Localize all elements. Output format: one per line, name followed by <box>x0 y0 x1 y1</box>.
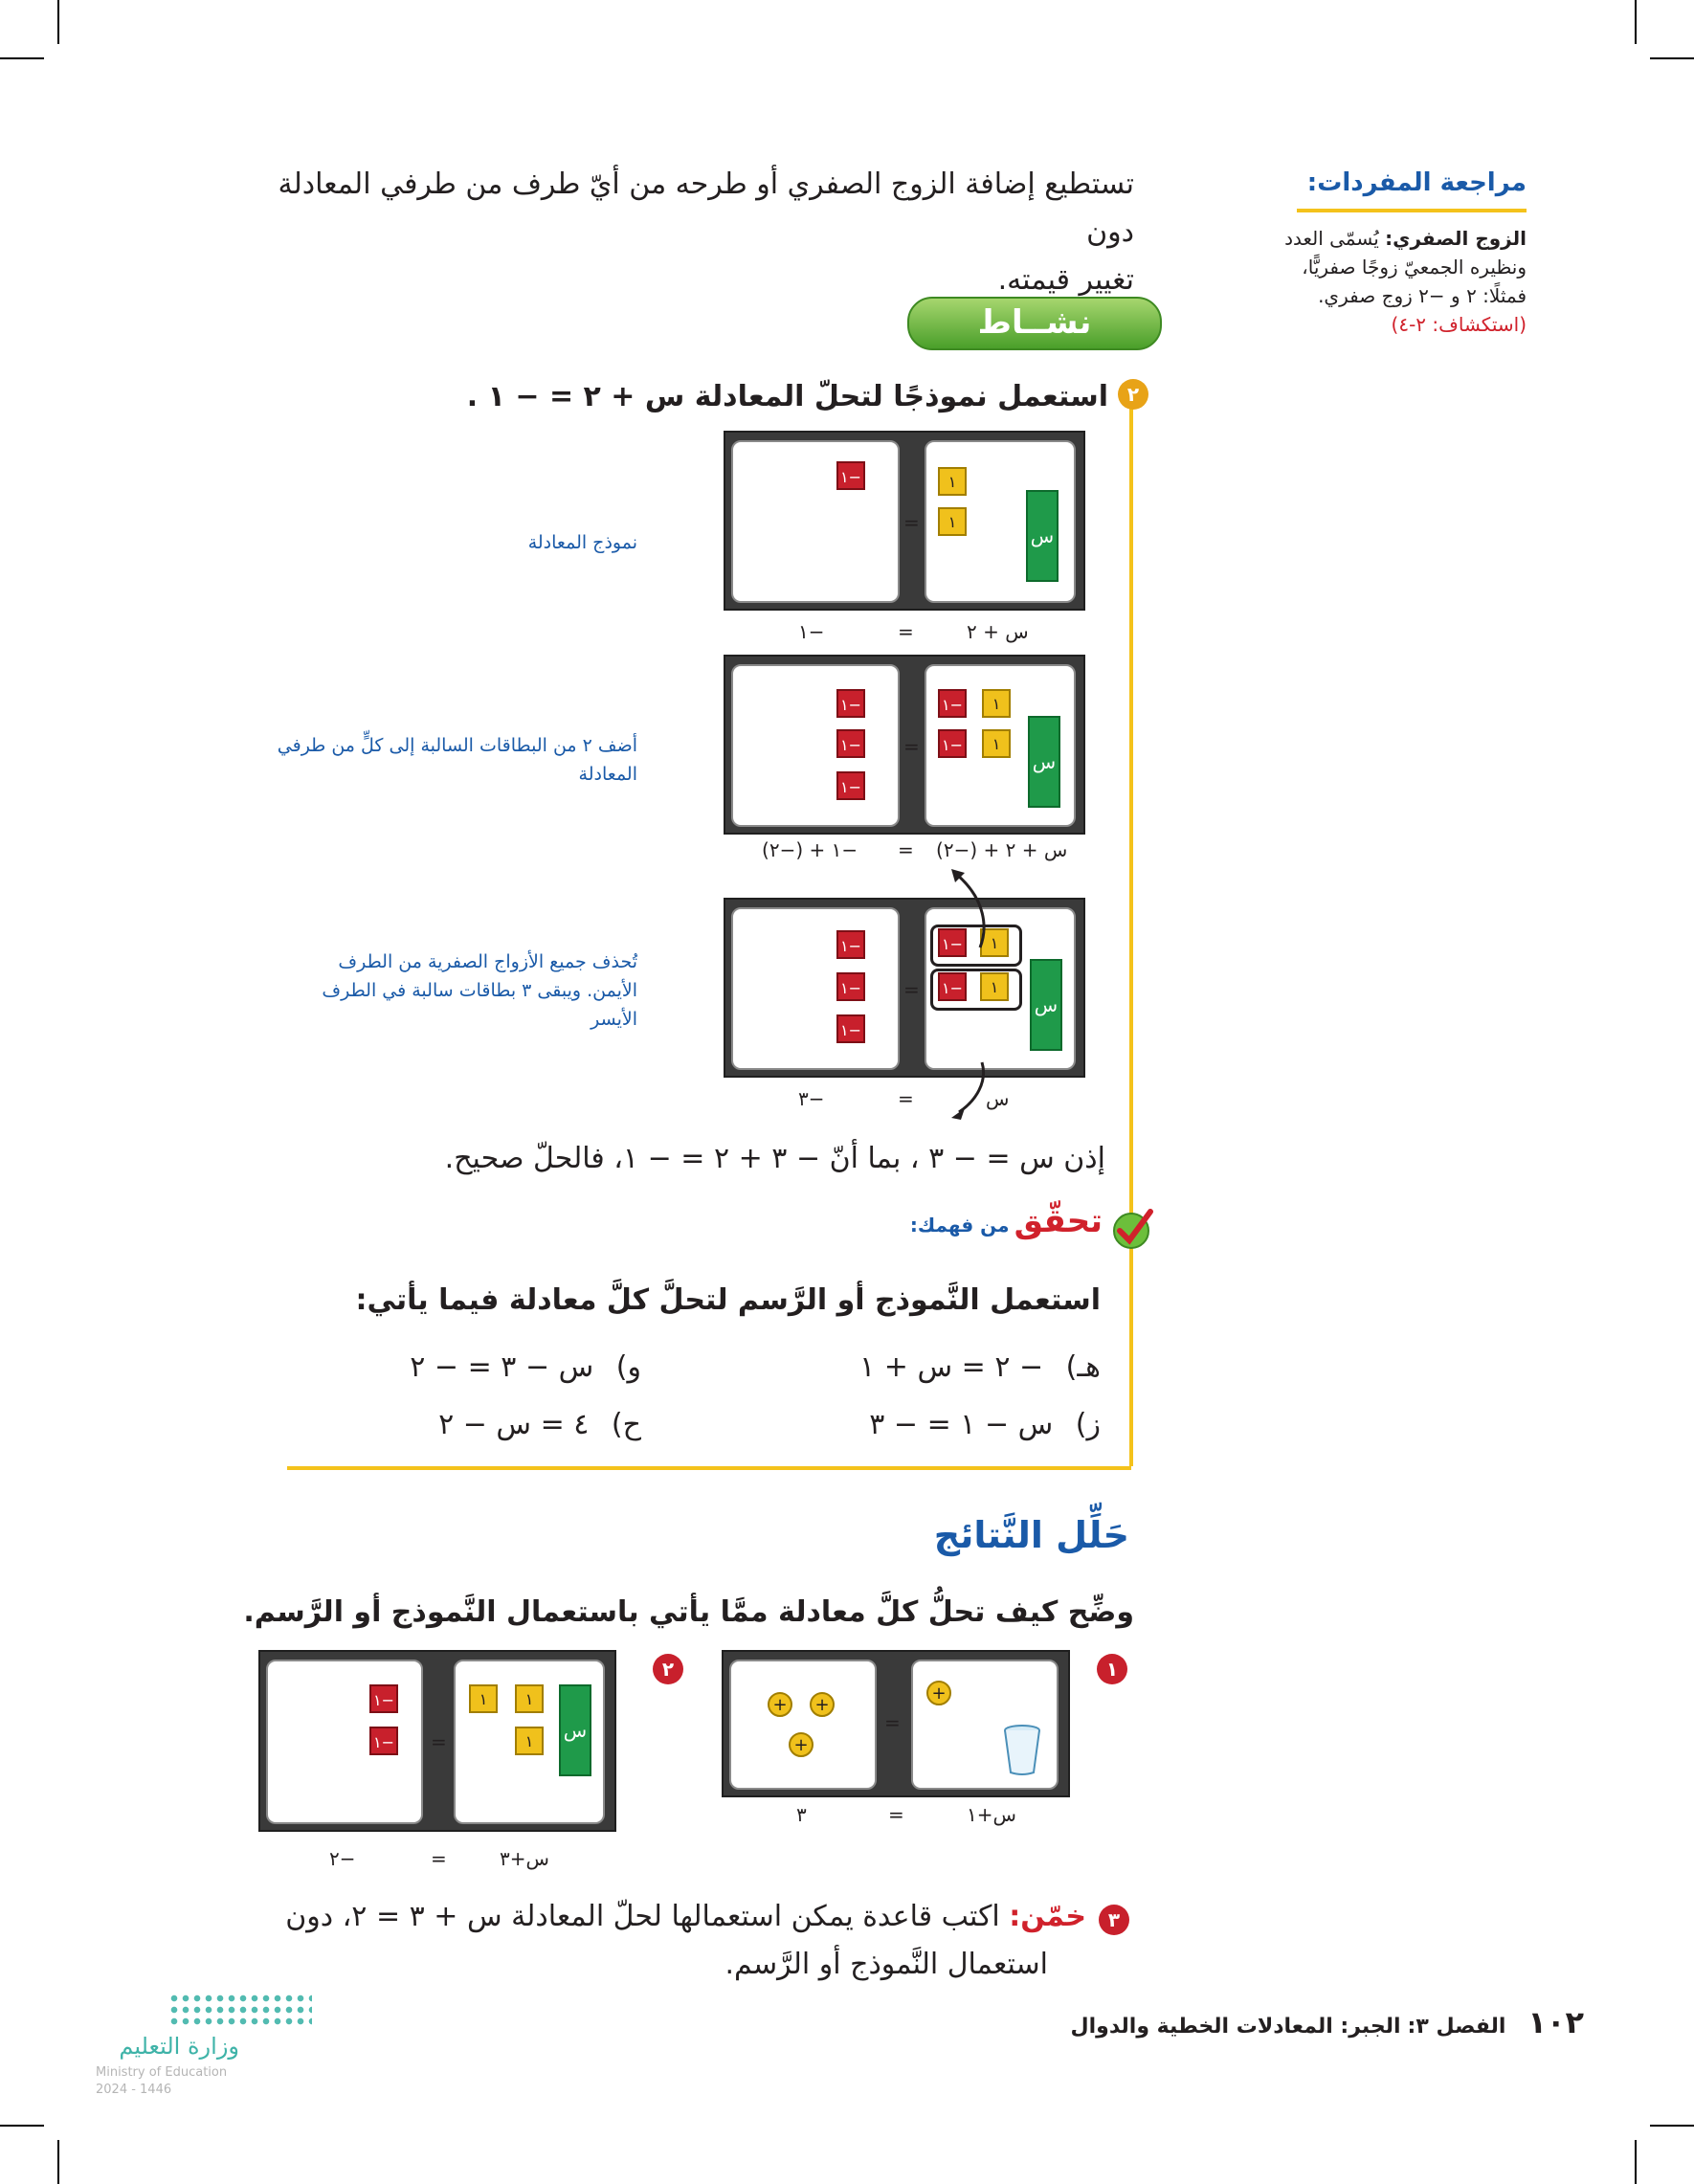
negative-one-tile: ١− <box>938 729 967 758</box>
crop-mark <box>0 57 44 59</box>
step-number: ٢ <box>1118 379 1148 410</box>
mat-caption-left: ٣ <box>796 1803 807 1826</box>
intro-line: تغيير قيمته. <box>997 263 1134 297</box>
mat-caption-right: س+١ <box>967 1803 1016 1826</box>
ministry-name-en: Ministry of Education <box>96 2065 228 2080</box>
negative-one-tile: ١− <box>938 689 967 718</box>
step-label-line: تُحذف جميع الأزواج الصفرية من الطرف <box>338 951 637 972</box>
mat-caption-right: س + ٢ <box>967 620 1029 643</box>
mat-left-side <box>731 440 900 603</box>
exercise-item <box>354 1344 641 1392</box>
check-heading <box>720 1202 1103 1240</box>
exercise-item <box>814 1344 1101 1392</box>
negative-one-tile: ١− <box>836 461 865 490</box>
chapter-label: الفصل ٣: <box>1407 2015 1506 2039</box>
exercise-label: ز) <box>1075 1408 1101 1441</box>
conclusion-text: إذن س = − ٣ ، بما أنّ − ٣ + ٢ = − ١، فالحلّ صحيح. <box>444 1142 1105 1175</box>
mat-left-side <box>266 1660 423 1824</box>
plus-counter: + <box>768 1692 792 1717</box>
step-label <box>255 731 637 789</box>
x-tile: س <box>1030 959 1062 1051</box>
mat-caption-eq: = <box>898 1087 914 1110</box>
equals-sign: = <box>903 511 920 534</box>
positive-one-tile: ١ <box>982 689 1011 718</box>
activity-prompt: استعمل نموذجًا لتحلّ المعادلة س + ٢ = − ١ . <box>466 380 1108 413</box>
negative-one-tile: ١− <box>836 1014 865 1043</box>
ministry-year: 2024 - 1446 <box>96 2083 172 2097</box>
vocab-ref: (استكشاف: ٢-٤) <box>1391 313 1527 336</box>
step-label-line: أضف ٢ من البطاقات السالبة إلى كلٍّ من طرفي <box>277 735 637 756</box>
exercise-item <box>354 1401 641 1449</box>
equation-mat-1 <box>724 431 1085 611</box>
equals-sign: = <box>884 1711 901 1734</box>
vocab-term: الزوج الصفري: <box>1385 227 1527 250</box>
intro-paragraph <box>273 161 1134 304</box>
crop-mark <box>57 2140 59 2184</box>
exercise-item <box>814 1401 1101 1449</box>
conjecture-label: خمّن: <box>1009 1900 1086 1933</box>
plus-counter: + <box>810 1692 835 1717</box>
mat-caption-eq: = <box>898 620 914 643</box>
page-footer <box>914 2004 1584 2040</box>
vocab-def-line: ونظيره الجمعيّ زوجًا صفريًّا، <box>1302 256 1527 279</box>
mat-caption-right: س <box>986 1087 1010 1110</box>
conjecture-line: استعمال النَّموذج أو الرَّسم. <box>724 1948 1048 1981</box>
vocab-review-title: مراجعة المفردات: <box>1306 168 1527 197</box>
conjecture-line-text: اكتب قاعدة يمكن استعمالها لحلّ المعادلة س + ٣ = ٢، دون <box>285 1900 1000 1933</box>
positive-one-tile: ١ <box>515 1727 544 1755</box>
ministry-name-ar: وزارة التعليم <box>119 2033 239 2060</box>
exercise-equation: س − ١ = − ٣ <box>869 1408 1054 1441</box>
equals-sign: = <box>903 735 920 758</box>
page-number: ١٠٢ <box>1527 2004 1584 2040</box>
mat-caption-left: −١ + (−٢) <box>762 838 858 861</box>
equation-mat-2 <box>724 655 1085 835</box>
negative-one-tile: ١− <box>369 1727 398 1755</box>
exercise-label: ح) <box>611 1408 641 1441</box>
crop-mark <box>0 2125 44 2127</box>
conjecture-line <box>225 1893 1086 1941</box>
x-tile: س <box>1026 490 1059 582</box>
chapter-title: الجبر: المعادلات الخطية والدوال <box>1070 2015 1401 2039</box>
intro-line: تستطيع إضافة الزوج الصفري أو طرحه من أيّ طرف من طرفي المعادلة دون <box>278 167 1134 249</box>
equals-sign: = <box>903 978 920 1001</box>
check-prompt: استعمل النَّموذج أو الرَّسم لتحلَّ كلَّ معادلة فيما يأتي: <box>355 1283 1101 1317</box>
step-label-line: الأيسر <box>591 1009 637 1030</box>
exercise-number: ٢ <box>653 1654 683 1684</box>
exercise-label: و) <box>615 1350 641 1384</box>
exercise-mat-2 <box>258 1650 616 1832</box>
vocab-def-line: يُسمّى العدد <box>1284 227 1379 250</box>
plus-counter: + <box>926 1681 951 1705</box>
exercise-label: هـ) <box>1065 1350 1101 1384</box>
positive-one-tile: ١ <box>938 507 967 536</box>
negative-one-tile: ١− <box>836 972 865 1001</box>
step-label: نموذج المعادلة <box>527 532 637 553</box>
step-label-line: الأيمن. ويبقى ٣ بطاقات سالبة في الطرف <box>322 980 637 1001</box>
activity-banner: نشــاط <box>907 297 1162 350</box>
exercise-mat-1 <box>722 1650 1070 1797</box>
analyze-heading: حَلِّل النَّتائج <box>933 1514 1129 1556</box>
step-label <box>255 947 637 1034</box>
equals-sign: = <box>431 1730 447 1753</box>
negative-one-tile: ١− <box>938 972 967 1001</box>
activity-rule-bottom <box>287 1466 1131 1470</box>
mat-caption-left: −٣ <box>798 1087 825 1110</box>
equation-mat-3 <box>724 898 1085 1078</box>
mat-caption-eq: = <box>431 1847 447 1870</box>
activity-rule <box>1129 400 1133 1466</box>
negative-one-tile: ١− <box>369 1684 398 1713</box>
crop-mark <box>57 0 59 44</box>
mat-caption-left: −٢ <box>329 1847 356 1870</box>
crop-mark <box>1635 0 1637 44</box>
check-title: تحقّق <box>1014 1202 1103 1240</box>
exercise-equation: − ٢ = س + ١ <box>859 1350 1044 1384</box>
check-mark-icon <box>1110 1206 1156 1252</box>
ministry-logo-icon <box>168 1993 312 2027</box>
remove-arrow-icon <box>938 861 1005 1120</box>
negative-one-tile: ١− <box>836 689 865 718</box>
crop-mark <box>1650 57 1694 59</box>
vocab-divider <box>1297 209 1527 212</box>
crop-mark <box>1635 2140 1637 2184</box>
mat-caption-right: س+٣ <box>500 1847 549 1870</box>
positive-one-tile: ١ <box>515 1684 544 1713</box>
negative-one-tile: ١− <box>836 729 865 758</box>
negative-one-tile: ١− <box>836 771 865 800</box>
mat-left-side <box>729 1660 877 1790</box>
vocab-definition <box>1211 224 1527 339</box>
x-tile: س <box>1028 716 1060 808</box>
plus-counter: + <box>789 1732 814 1757</box>
analyze-prompt: وضِّح كيف تحلُّ كلَّ معادلة ممَّا يأتي باستعمال النَّموذج أو الرَّسم. <box>243 1595 1134 1629</box>
exercise-equation: س − ٣ = − ٢ <box>410 1350 594 1384</box>
mat-left-side <box>731 907 900 1070</box>
crop-mark <box>1650 2125 1694 2127</box>
step-label-line: المعادلة <box>578 764 637 785</box>
mat-left-side <box>731 664 900 827</box>
exercise-number: ٣ <box>1099 1905 1129 1935</box>
exercise-number: ١ <box>1097 1654 1127 1684</box>
positive-one-tile: ١ <box>980 972 1009 1001</box>
mat-caption-eq: = <box>888 1803 904 1826</box>
check-subtitle: من فهمك: <box>909 1214 1010 1237</box>
cup-icon <box>1003 1725 1041 1776</box>
positive-one-tile: ١ <box>938 467 967 496</box>
positive-one-tile: ١ <box>982 729 1011 758</box>
conjecture-text <box>225 1893 1086 1989</box>
vocab-def-line: فمثلًا: ٢ و −٢ زوج صفري. <box>1318 284 1527 307</box>
negative-one-tile: ١− <box>938 928 967 957</box>
exercise-equation: ٤ = س − ٢ <box>438 1408 590 1441</box>
mat-caption-left: −١ <box>798 620 825 643</box>
mat-caption-eq: = <box>898 838 914 861</box>
positive-one-tile: ١ <box>980 928 1009 957</box>
mat-caption-right: س + ٢ + (−٢) <box>936 838 1068 861</box>
x-tile: س <box>559 1684 591 1776</box>
negative-one-tile: ١− <box>836 930 865 959</box>
positive-one-tile: ١ <box>469 1684 498 1713</box>
